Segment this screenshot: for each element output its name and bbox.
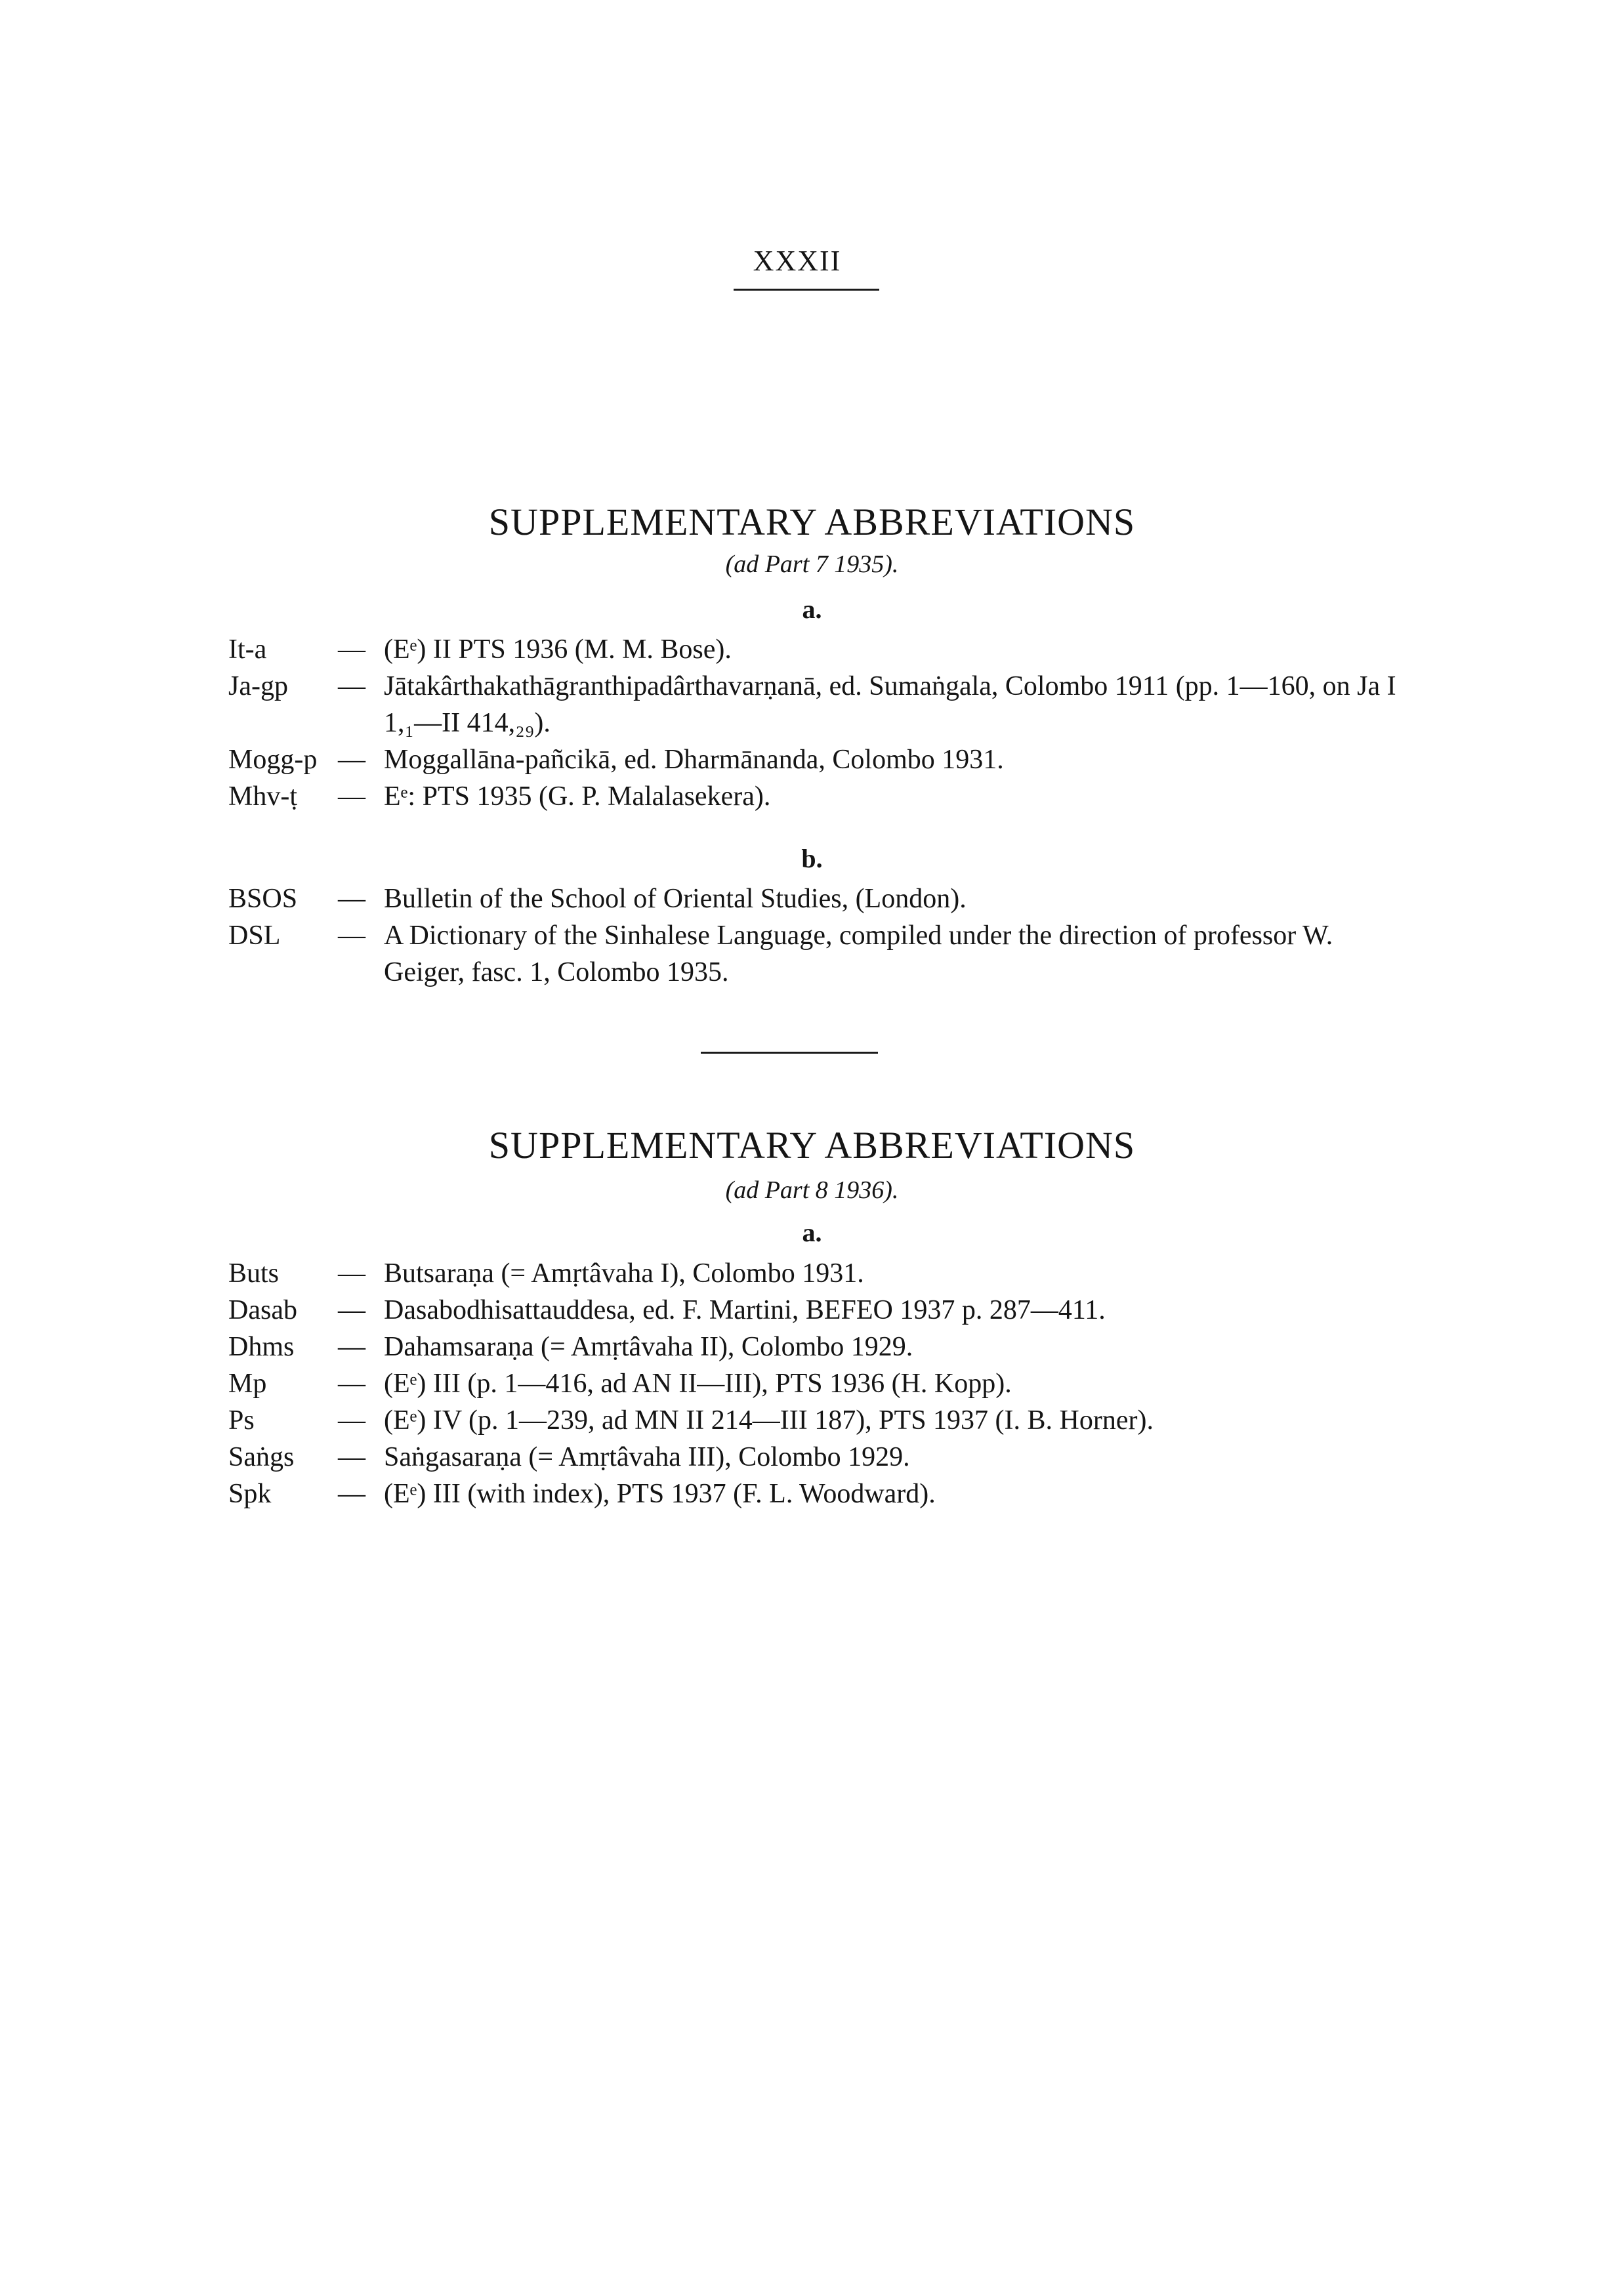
group-letter: a. <box>802 594 822 624</box>
entry-desc: (Eᵉ) III (with index), PTS 1937 (F. L. Woodward). <box>384 1479 936 1509</box>
entry-desc: Dahamsaraṇa (= Amṛtâvaha II), Colombo 1929. <box>384 1332 913 1362</box>
entry-desc: Moggallāna-pañcikā, ed. Dharmānanda, Colombo 1931. <box>384 745 1004 775</box>
entry-desc: Butsaraṇa (= Amṛtâvaha I), Colombo 1931. <box>384 1258 864 1289</box>
entry-dash: — <box>338 920 365 951</box>
entry-abbr: Mp <box>228 1369 267 1399</box>
entry-abbr: Mogg-p <box>228 745 318 775</box>
entry-desc: Eᵉ: PTS 1935 (G. P. Malalasekera). <box>384 781 771 812</box>
entry-dash: — <box>338 671 365 701</box>
header-rule <box>734 289 879 291</box>
group-letter: a. <box>802 1218 822 1247</box>
section-subtitle: (ad Part 7 1935). <box>725 550 899 578</box>
section-divider <box>701 1052 878 1054</box>
entry-dash: — <box>338 1369 365 1399</box>
entry-dash: — <box>338 1295 365 1325</box>
entry-abbr: Ja-gp <box>228 671 288 701</box>
entry-abbr: It-a <box>228 634 267 665</box>
section-title: SUPPLEMENTARY ABBREVIATIONS <box>488 1124 1136 1167</box>
entry-abbr: Ps <box>228 1405 255 1436</box>
entry-dash: — <box>338 781 365 812</box>
entry-desc: (Eᵉ) III (p. 1—416, ad AN II—III), PTS 1936 (H. Kopp). <box>384 1369 1012 1399</box>
entry-dash: — <box>338 745 365 775</box>
entry-abbr: Dasab <box>228 1295 297 1325</box>
entry-dash: — <box>338 884 365 914</box>
entry-dash: — <box>338 1258 365 1289</box>
entry-desc: Saṅgasaraṇa (= Amṛtâvaha III), Colombo 1929. <box>384 1442 910 1472</box>
entry-abbr: Dhms <box>228 1332 295 1362</box>
section-title: SUPPLEMENTARY ABBREVIATIONS <box>488 501 1136 543</box>
entry-desc: (Eᵉ) IV (p. 1—239, ad MN II 214—III 187), PTS 1937 (I. B. Horner). <box>384 1405 1154 1436</box>
section-subtitle: (ad Part 8 1936). <box>725 1176 899 1204</box>
entry-abbr: Spk <box>228 1479 272 1509</box>
entry-desc: A Dictionary of the Sinhalese Language, compiled under the direction of professor W. Geiger, fasc. 1, Colombo 1935. <box>384 920 1333 987</box>
entry-desc: Dasabodhisattauddesa, ed. F. Martini, BEFEO 1937 p. 287—411. <box>384 1295 1106 1325</box>
entry-abbr: Buts <box>228 1258 280 1289</box>
entry-abbr: Saṅgs <box>228 1442 295 1472</box>
page-number: XXXII <box>753 245 842 277</box>
entry-dash: — <box>338 1442 365 1472</box>
entry-abbr: DSL <box>228 920 281 951</box>
entry-abbr: BSOS <box>228 884 298 914</box>
entry-desc: (Eᵉ) II PTS 1936 (M. M. Bose). <box>384 634 732 665</box>
entry-dash: — <box>338 1405 365 1436</box>
entry-dash: — <box>338 1479 365 1509</box>
entry-desc: Jātakârthakathāgranthipadârthavarṇanā, ed. Sumaṅgala, Colombo 1911 (pp. 1—160, on Ja I 1,₁—II 414,₂₉). <box>384 671 1396 738</box>
group-letter: b. <box>801 844 823 873</box>
entry-desc: Bulletin of the School of Oriental Studies, (London). <box>384 884 967 914</box>
entry-dash: — <box>338 1332 365 1362</box>
entry-abbr: Mhv-ṭ <box>228 781 297 812</box>
entry-dash: — <box>338 634 365 665</box>
